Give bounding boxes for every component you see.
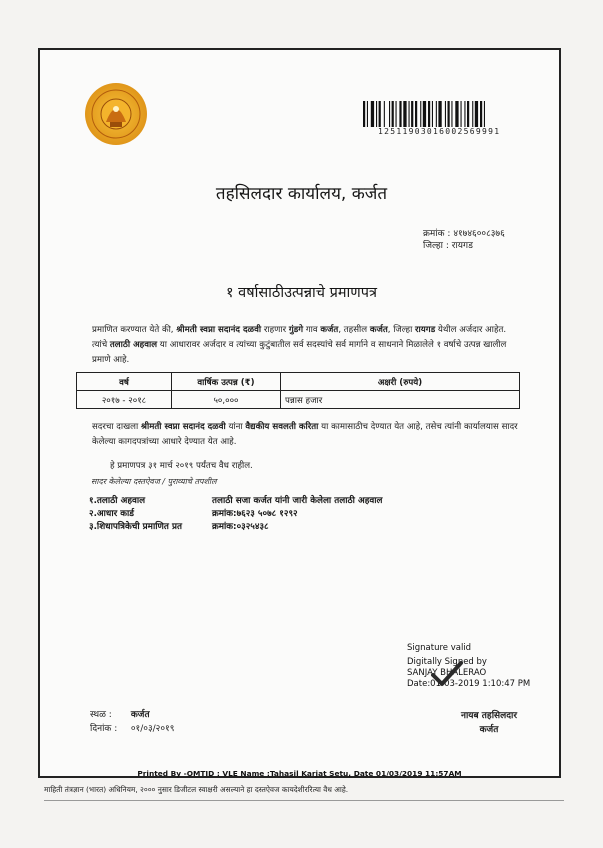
- gav-name: कर्जत: [320, 325, 339, 335]
- certificate-title: १ वर्षासाठीउत्पन्नाचे प्रमाणपत्र: [226, 285, 377, 301]
- printed-by-line: Printed By -OMTID : VLE Name :Tahasil Karjat Setu, Date 01/03/2019 11:57AM: [137, 769, 462, 778]
- footer-divider: [44, 800, 564, 801]
- table-row: [77, 391, 520, 409]
- signature-valid-text: Signature valid: [407, 643, 472, 653]
- office-title: तहसिलदार कार्यालय, कर्जत: [215, 184, 388, 204]
- date-value: ०१/०३/२०१९: [130, 724, 175, 734]
- applicant-name: श्रीमती स्वप्ना सदानंद दळवी: [140, 422, 226, 432]
- income-table: [76, 372, 520, 409]
- document-value: क्रमांक:७६२३ ५०७८ १२९२: [212, 509, 298, 519]
- col-annual-income: वार्षिक उत्पन्न (₹): [172, 373, 281, 391]
- intro-text: , जिल्हा: [387, 325, 416, 335]
- place-label: स्थळ :: [90, 710, 112, 720]
- barcode-number: 12511903016002569991: [378, 127, 501, 136]
- tahsil-name: कर्जत: [369, 325, 388, 335]
- document-label: १.तलाठी अहवाल: [89, 496, 146, 506]
- district-value: रायगड: [451, 241, 473, 251]
- report-name: तलाठी अहवाल: [109, 340, 158, 350]
- barcode: [363, 101, 529, 127]
- signer-name: SANJAY BHALERAO: [407, 668, 487, 678]
- reference-number-value: ४१७४६००८३७६: [453, 229, 505, 239]
- income-table-header: [77, 373, 520, 391]
- col-amount-in-words: अक्षरी (रुपये): [281, 373, 520, 391]
- maharashtra-seal-emblem: [84, 82, 148, 146]
- applicant-name: श्रीमती स्वप्ना सदानंद दळवी: [176, 325, 262, 335]
- date-label: दिनांक :: [90, 724, 118, 734]
- cell-year: २०१७ - २०१८: [77, 391, 172, 409]
- cell-words: पन्नास हजार: [281, 391, 520, 409]
- intro-text: प्रमाणित करण्यात येते की,: [92, 325, 177, 335]
- officer-office: कर्जत: [479, 725, 499, 735]
- signature-check-icon: [430, 660, 464, 688]
- signature-digitally-signed: Digitally Signed by: [407, 657, 487, 667]
- date-line: [90, 721, 174, 734]
- intro-text: राहणार: [261, 325, 289, 335]
- validity-text: हे प्रमाणपत्र ३१ मार्च २०१९ पर्यंतच वैध राहील.: [110, 461, 253, 471]
- purpose-text: सदरचा दाखला: [92, 422, 141, 432]
- officer-title: नायब तहसिलदार: [460, 711, 518, 721]
- document-label: ३.शिधापत्रिकेची प्रमाणित प्रत: [89, 522, 182, 532]
- cell-income: ५०,०००: [172, 391, 281, 409]
- purpose-paragraph: [92, 420, 522, 450]
- district-label: जिल्हा :: [423, 241, 449, 251]
- village-name: गुंडगे: [288, 325, 304, 335]
- place-value: कर्जत: [130, 710, 150, 720]
- signature-date: Date:01-03-2019 1:10:47 PM: [407, 679, 531, 689]
- intro-text: गाव: [303, 325, 321, 335]
- purpose-name: वैद्यकीय सवलती करिता: [245, 422, 319, 432]
- intro-text: , तहसील: [338, 325, 370, 335]
- purpose-text: यांना: [225, 422, 246, 432]
- intro-text: येथील अर्जदार आहेत. त्यांचे: [92, 325, 507, 350]
- col-year: वर्ष: [77, 373, 172, 391]
- intro-paragraph: [92, 323, 522, 368]
- footer-note: माहिती तंत्रज्ञान (भारत) अधिनियम, २००० नुसार डिजीटल स्वाक्षरी असल्याने हा दस्तऐवज कायदेशीररित्या वैध आहे.: [44, 785, 349, 794]
- reference-number-label: क्रमांक :: [423, 229, 451, 239]
- documents-heading: सादर केलेल्या दस्तऐवज / पुराव्याचे तपशील: [91, 477, 217, 486]
- district-line: [423, 238, 473, 251]
- intro-text: या आधारावर अर्जदार व त्यांच्या कुटुंबातील सर्व सदस्यांचे सर्व मार्गाने व साधनाने मिळालेले १ वर्षाचे उत्पन्न खालील प्रमाणे आहे.: [92, 340, 507, 365]
- district-name: रायगड: [415, 325, 436, 335]
- document-value: क्रमांक:०३२५४३८: [212, 522, 269, 532]
- purpose-text: या कामासाठीच देण्यात येत आहे, तसेच त्यांनी कार्यालयास सादर केलेल्या कागदपत्रांच्या आधारे देण्यात येत आहे.: [92, 422, 518, 447]
- document-label: २.आधार कार्ड: [89, 509, 134, 519]
- place-line: [90, 707, 150, 720]
- document-value: तलाठी सजा कर्जत यांनी जारी केलेला तलाठी अहवाल: [212, 496, 383, 506]
